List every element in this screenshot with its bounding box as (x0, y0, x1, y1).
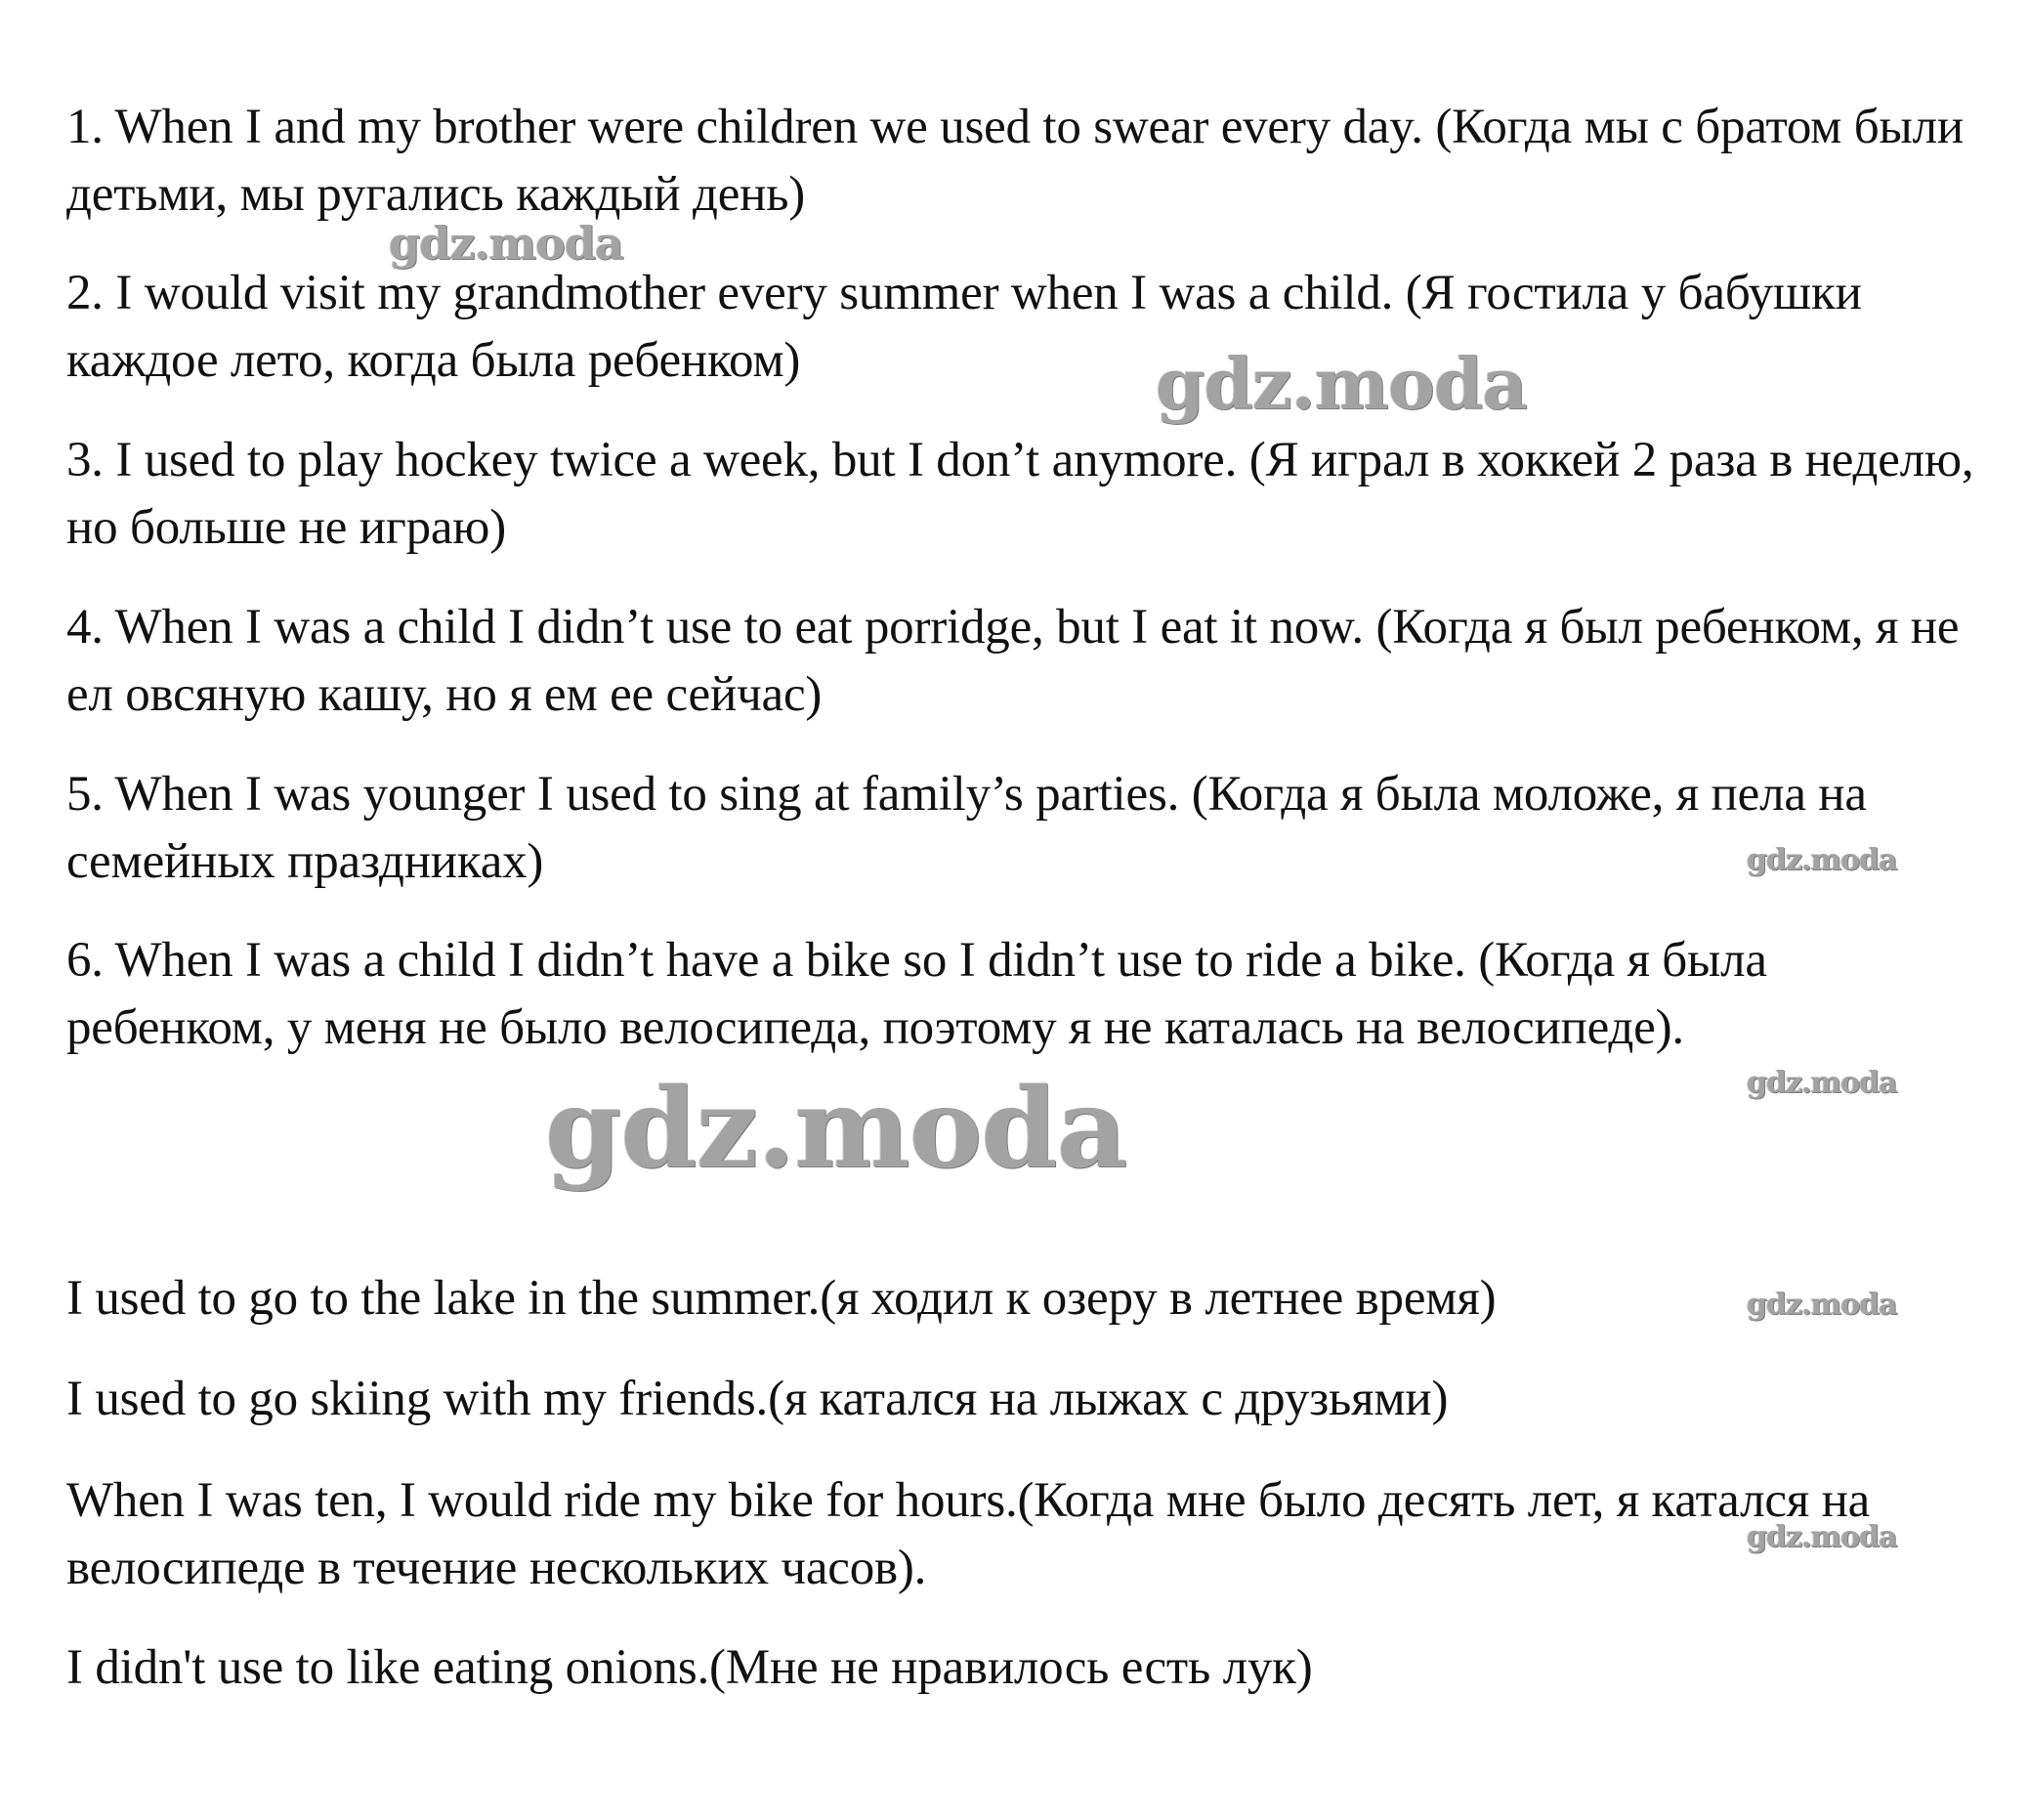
sentence-4: 4. When I was a child I didn’t use to eat porridge, but I eat it now. (Когда я был ребенком, я не ел овсяную кашу, но я ем ее сейчас) (66, 600, 1960, 722)
watermark: gdz.moda (1747, 1288, 1897, 1322)
watermark: gdz.moda (389, 217, 623, 270)
extra-sentence-4: I didn't use to like eating onions.(Мне не нравилось есть лук) (66, 1640, 1313, 1695)
watermark: gdz.moda (1747, 1520, 1897, 1554)
sentence-5: 5. When I was younger I used to sing at family’s parties. (Когда я была моложе, я пела на семейных праздниках) (66, 767, 1867, 889)
watermark: gdz.moda (1747, 843, 1897, 877)
watermark: gdz.moda (1156, 342, 1527, 425)
sentence-3: 3. I used to play hockey twice a week, but I don’t anymore. (Я играл в хоккей 2 раза в неделю, но больше не играю) (66, 433, 1974, 555)
sentence-1: 1. When I and my brother were children we used to swear every day. (Когда мы с братом были детьми, мы ругались каждый день) (66, 100, 1964, 222)
extra-sentence-2: I used to go skiing with my friends.(я катался на лыжах с друзьями) (66, 1372, 1449, 1426)
watermark: gdz.moda (1747, 1066, 1897, 1100)
extra-sentence-1: I used to go to the lake in the summer.(я ходил к озеру в летнее время) (66, 1271, 1497, 1326)
sentence-6: 6. When I was a child I didn’t have a bike so I didn’t use to ride a bike. (Когда я была ребенком, у меня не было велосипеда, поэтому я не каталась на велосипеде). (66, 933, 1767, 1055)
sentence-2: 2. I would visit my grandmother every summer when I was a child. (Я гостила у бабушки каждое лето, когда была ребенком) (66, 266, 1862, 388)
extra-sentence-3: When I was ten, I would ride my bike for hours.(Когда мне было десять лет, я катался на велосипеде в течение нескольких часов). (66, 1473, 1871, 1595)
watermark: gdz.moda (545, 1065, 1127, 1193)
